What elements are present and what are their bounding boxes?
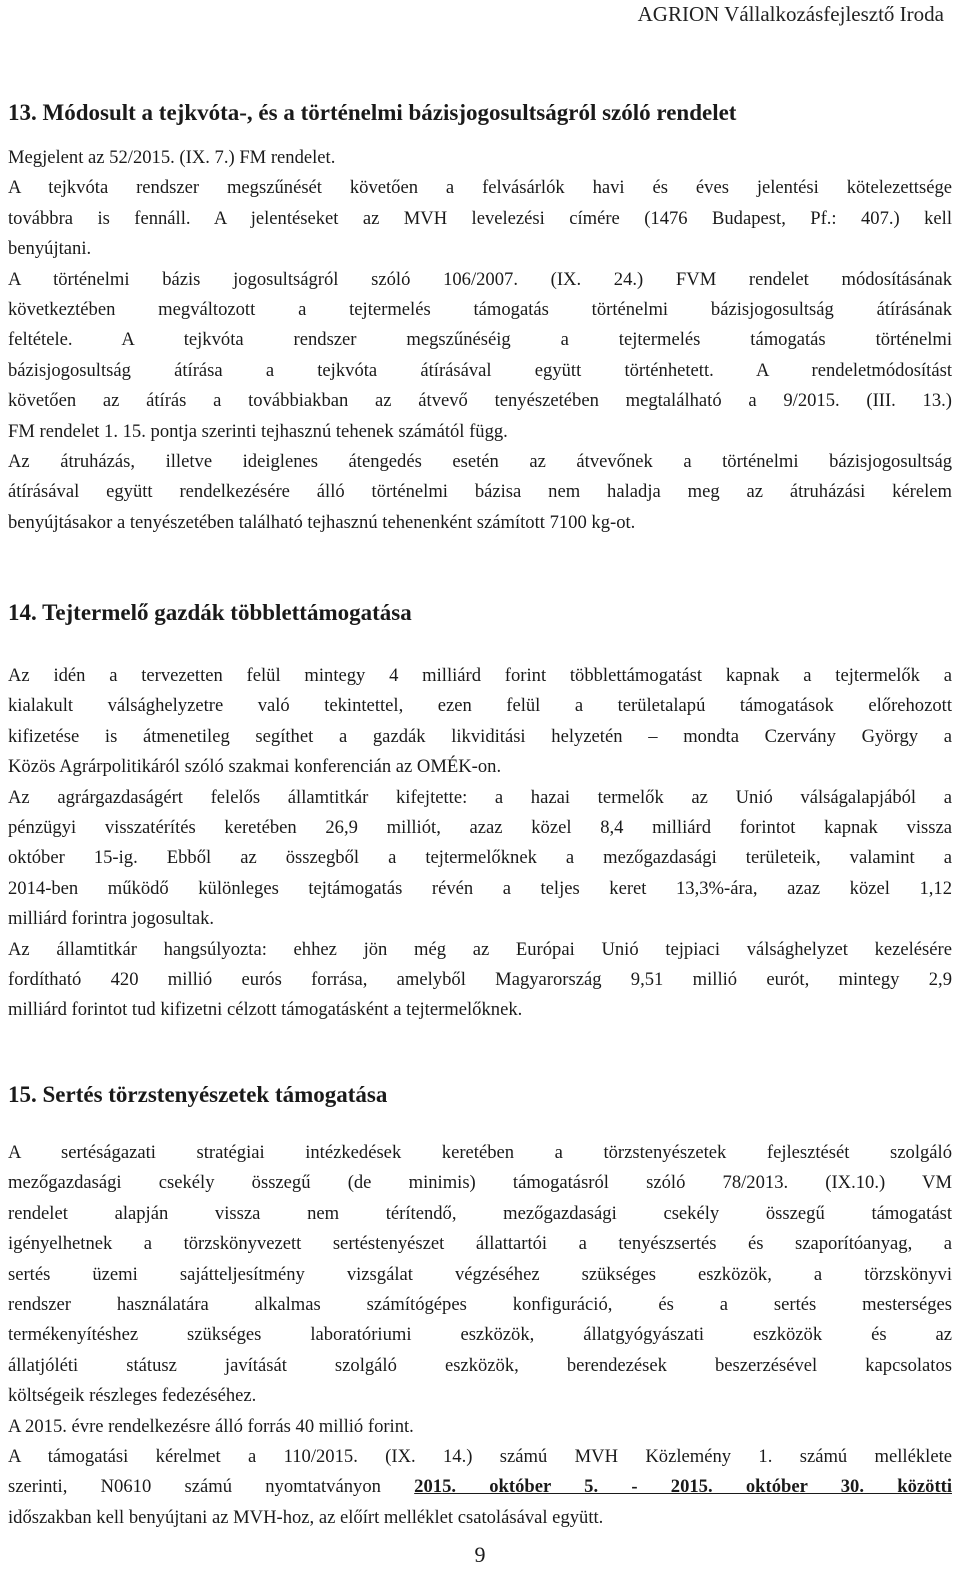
text-line: feltétele. A tejkvóta rendszer megszűnéséig a tejtermelés támogatás történelmi [8, 329, 952, 351]
deadline-dates: 2015. október 5. - 2015. október 30. közötti [414, 1476, 952, 1498]
text-line: A sertéságazati stratégiai intézkedések keretében a törzstenyészetek fejlesztését szolgáló [8, 1142, 952, 1163]
text-line: bázisjogosultság átírása a tejkvóta átírásával együtt történhetett. A rendeletmódosítást [8, 359, 952, 381]
section-15-heading: 15. Sertés törzstenyészetek támogatása [8, 1082, 388, 1107]
page-number: 9 [474, 1542, 486, 1567]
text-line: költségeik részleges fedezéséhez. [8, 1385, 257, 1407]
text-line: A történelmi bázis jogosultságról szóló 106/2007. (IX. 24.) FVM rendelet módosításának [8, 268, 952, 290]
section-15-body [8, 1138, 952, 1533]
text-line: Az államtitkár hangsúlyozta: ehhez jön még az Európai Unió tejpiaci válsághelyzet kezelésére [8, 938, 952, 960]
text-line: átírásával együtt rendelkezésére álló történelmi bázisa nem haladja meg az átruházási kérelem [8, 481, 952, 503]
section-13-body [8, 143, 952, 538]
text-line: kifizetése is átmenetileg segíthet a gazdák likviditási helyzetén – mondta Czervány György a [8, 725, 952, 747]
text-line: termékenyítéshez szükséges laboratóriumi eszközök, állatgyógyászati eszközök és az [8, 1324, 952, 1346]
text-line: kialakult válsághelyzetre való tekintettel, ezen felül a területalapú támogatások előrehozott [8, 695, 952, 717]
text-line: állatjóléti státusz javítását szolgáló eszközök, berendezések beszerzésével kapcsolatos [8, 1354, 952, 1376]
text-line: FM rendelet 1. 15. pontja szerinti tejhasznú tehenek számától függ. [8, 420, 508, 442]
text-line: milliárd forintra jogosultak. [8, 908, 215, 930]
text-line: Az átruházás, illetve ideiglenes átengedés esetén az átvevőnek a történelmi bázisjogosultság [8, 451, 952, 473]
text-line: továbbra is fennáll. A jelentéseket az MVH levelezési címére (1476 Budapest, Pf.: 407.) kell [8, 207, 952, 229]
text-line: A tejkvóta rendszer megszűnését követően a felvásárlók havi és éves jelentési kötelezettsége [8, 177, 952, 199]
text-line: Közös Agrárpolitikáról szóló szakmai konferencián az OMÉK-on. [8, 756, 502, 778]
text-line: október 15-ig. Ebből az összegből a tejtermelőknek a mezőgazdasági területeik, valamint a [8, 847, 952, 869]
text-line: igényelhetnek a törzskönyvezett sertéstenyészet állattartói a tenyészsertés és szaporítóanyag, a [8, 1233, 952, 1255]
text-line: sertés üzemi sajátteljesítmény vizsgálat végzéséhez szükséges eszközök, a törzskönyvi [8, 1263, 952, 1285]
text-line: fordítható 420 millió eurós forrása, amelyből Magyarország 9,51 millió eurót, mintegy 2,9 [8, 969, 952, 991]
section-14-heading: 14. Tejtermelő gazdák többlettámogatása [8, 600, 412, 625]
text-line: rendszer használatára alkalmas számítógépes konfiguráció, és a sertés mesterséges [8, 1294, 952, 1316]
text-line: rendelet alapján vissza nem térítendő, mezőgazdasági csekély összegű támogatást [8, 1202, 952, 1224]
text-line: benyújtásakor a tenyészetében található tejhasznú tehenenként számított 7100 kg-ot. [8, 511, 636, 533]
submission-note: időszakban kell benyújtani az MVH-hoz, az előírt melléklet csatolásával együtt. [8, 1506, 604, 1528]
text-line: Az idén a tervezetten felül mintegy 4 milliárd forint többlettámogatást kapnak a tejtermelők a [8, 665, 952, 686]
header-title: AGRION Vállalkozásfejlesztő Iroda [637, 2, 944, 26]
deadline-prefix: szerinti, N0610 számú nyomtatványon [8, 1476, 415, 1498]
text-line: benyújtani. [8, 238, 92, 260]
section-14-body [8, 661, 952, 1026]
section-13-heading: 13. Módosult a tejkvóta-, és a történelmi bázisjogosultságról szóló rendelet [8, 100, 737, 125]
deadline-line [8, 1472, 952, 1502]
text-line: 2014-ben működő különleges tejtámogatás révén a teljes keret 13,3%-ára, azaz közel 1,12 [8, 877, 952, 899]
text-line: milliárd forintot tud kifizetni célzott támogatásként a tejtermelőknek. [8, 999, 523, 1021]
text-line: Megjelent az 52/2015. (IX. 7.) FM rendelet. [8, 147, 336, 168]
text-line: követően az átírás a továbbiakban az átvevő tenyészetében megtalálható a 9/2015. (III. 13.) [8, 390, 952, 412]
text-line: Az agrárgazdaságért felelős államtitkár kifejtette: a hazai termelők az Unió válságalapjából a [8, 786, 952, 808]
text-line: következtében megváltozott a tejtermelés támogatás történelmi bázisjogosultság átírásának [8, 299, 952, 321]
text-line: pénzügyi visszatérítés keretében 26,9 milliót, azaz közel 8,4 milliárd forintot kapnak vissza [8, 817, 952, 839]
text-line: A támogatási kérelmet a 110/2015. (IX. 14.) számú MVH Közlemény 1. számú melléklete [8, 1446, 952, 1468]
text-line: mezőgazdasági csekély összegű (de minimis) támogatásról szóló 78/2013. (IX.10.) VM [8, 1172, 952, 1194]
text-line: A 2015. évre rendelkezésre álló forrás 40 millió forint. [8, 1415, 414, 1437]
